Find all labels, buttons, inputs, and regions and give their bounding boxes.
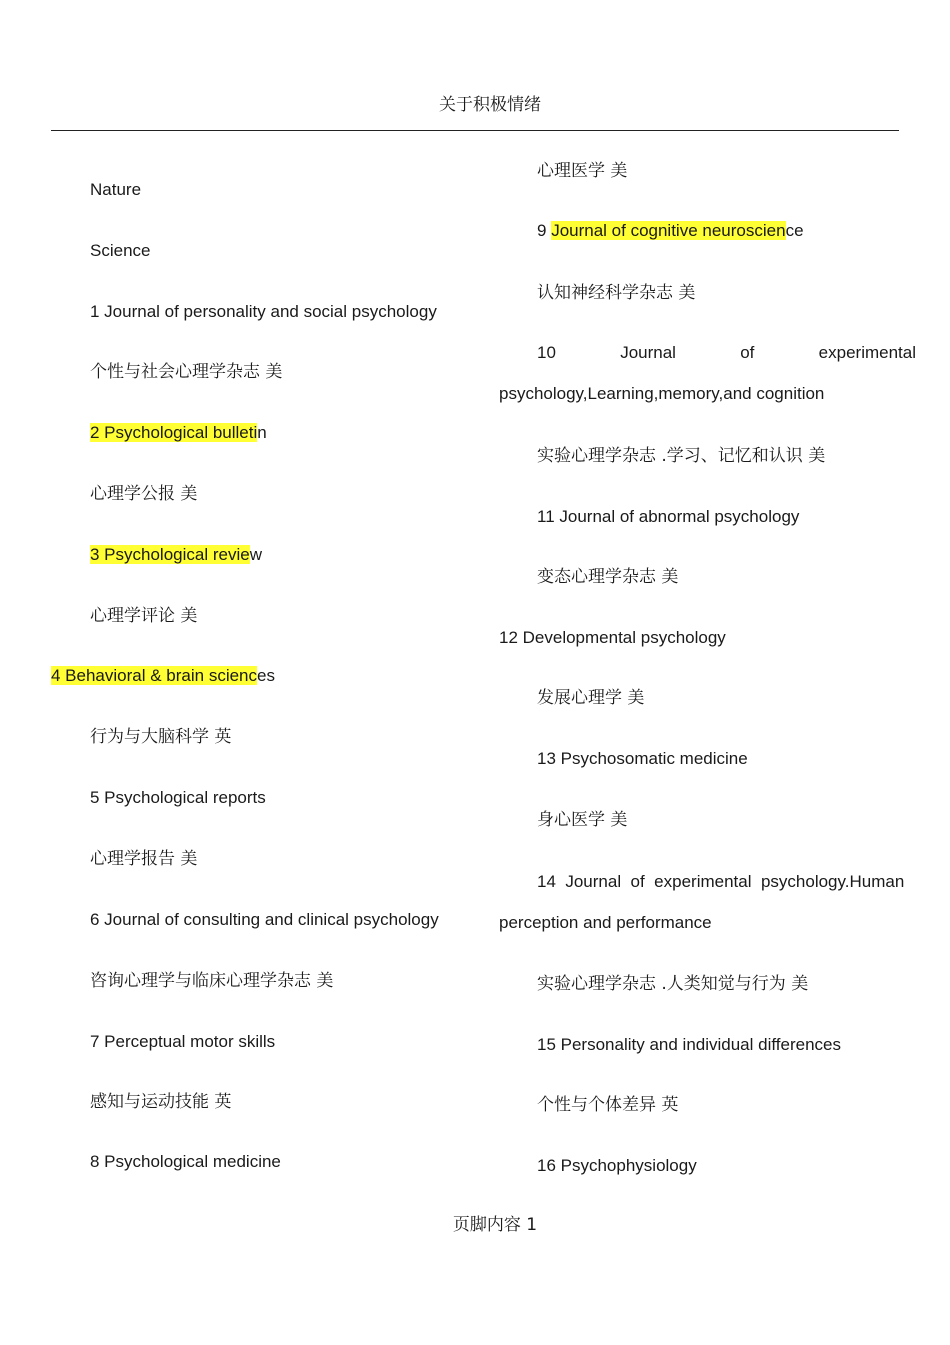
list-item	[90, 544, 262, 566]
text-pre: 9	[537, 221, 552, 240]
word: experimental	[818, 343, 916, 362]
list-item: 发展心理学 美	[537, 688, 645, 708]
list-item: 8 Psychological medicine	[90, 1152, 281, 1171]
list-item	[537, 220, 804, 242]
list-item: 14 Journal of experimental psychology.Human	[537, 872, 905, 891]
list-item: perception and performance	[499, 913, 712, 932]
list-item: 行为与大脑科学 英	[90, 727, 232, 747]
word: of	[740, 343, 755, 362]
highlighted-text: Journal of cognitive neuroscien	[551, 221, 786, 240]
text-rest: w	[249, 545, 262, 564]
list-item: 1 Journal of personality and social psychology	[90, 302, 437, 321]
list-item: 心理学公报 美	[90, 484, 198, 504]
highlighted-text: 3 Psychological revie	[90, 545, 250, 564]
list-item: 认知神经科学杂志 美	[537, 283, 696, 303]
list-item: 个性与社会心理学杂志 美	[90, 362, 283, 382]
highlighted-text: 4 Behavioral & brain scienc	[51, 666, 258, 685]
highlighted-text: 2 Psychological bulleti	[90, 423, 258, 442]
word: 10	[537, 343, 556, 362]
text-rest: es	[257, 666, 275, 685]
text-rest: n	[257, 423, 267, 442]
list-item: 6 Journal of consulting and clinical psychology	[90, 910, 439, 929]
list-item: Science	[90, 241, 151, 260]
list-item	[51, 665, 275, 687]
list-item: 感知与运动技能 英	[90, 1092, 232, 1112]
word: Journal	[620, 343, 676, 362]
page-footer: 页脚内容 1	[452, 1215, 538, 1235]
text-rest: ce	[785, 221, 804, 240]
list-item: 咨询心理学与临床心理学杂志 美	[90, 971, 334, 991]
list-item: psychology,Learning,memory,and cognition	[499, 384, 825, 403]
list-item: 7 Perceptual motor skills	[90, 1032, 276, 1051]
list-item: 个性与个体差异 英	[537, 1095, 679, 1115]
list-item: 实验心理学杂志 .学习、记忆和认识 美	[537, 446, 826, 466]
list-item: 16 Psychophysiology	[537, 1156, 697, 1175]
list-item: 5 Psychological reports	[90, 788, 266, 807]
list-item: 心理学报告 美	[90, 849, 198, 869]
list-item: 心理学评论 美	[90, 606, 198, 626]
list-item: 11 Journal of abnormal psychology	[537, 507, 800, 526]
list-item	[537, 342, 916, 364]
list-item: 实验心理学杂志 .人类知觉与行为 美	[537, 974, 809, 994]
list-item: 15 Personality and individual differences	[537, 1035, 841, 1054]
page-header: 关于积极情绪	[439, 95, 541, 115]
list-item: 心理医学 美	[537, 161, 628, 181]
list-item: 变态心理学杂志 美	[537, 567, 679, 587]
list-item	[90, 422, 267, 444]
list-item: 12 Developmental psychology	[499, 628, 726, 647]
list-item: 身心医学 美	[537, 810, 628, 830]
list-item: 13 Psychosomatic medicine	[537, 749, 748, 768]
header-rule	[51, 130, 899, 131]
list-item: Nature	[90, 180, 142, 199]
